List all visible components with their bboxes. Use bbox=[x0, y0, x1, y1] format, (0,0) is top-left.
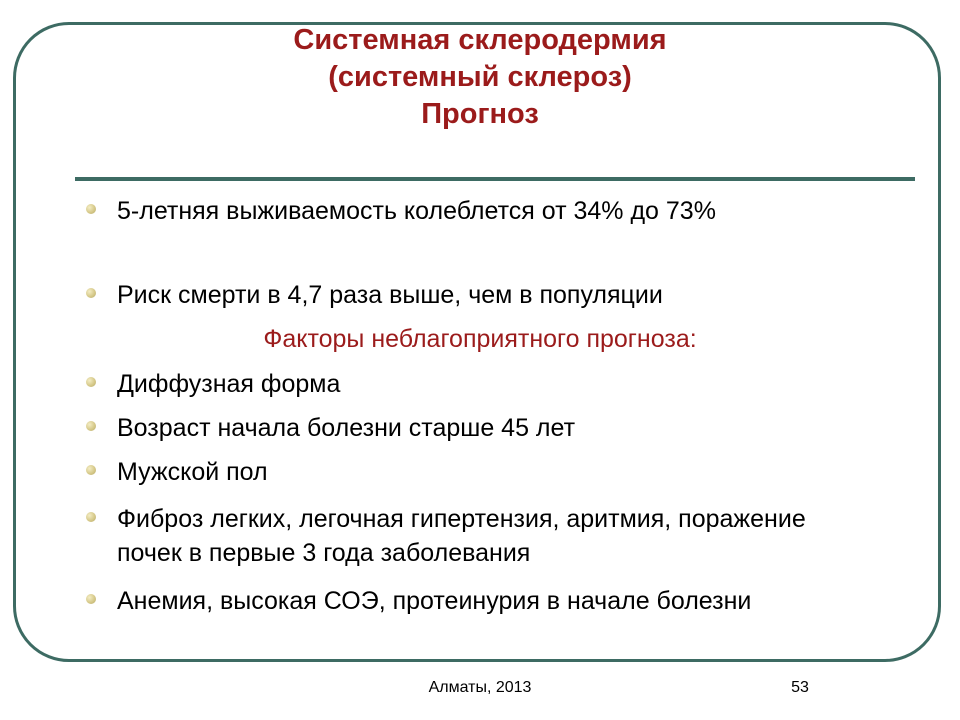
list-item-age bbox=[117, 411, 857, 445]
list-item-fibrosis bbox=[117, 502, 862, 570]
list-item-male bbox=[117, 455, 857, 489]
list-item-text: Анемия, высокая СОЭ, протеинурия в начале болезни bbox=[117, 587, 752, 615]
list-item-anemia bbox=[117, 584, 817, 618]
list-item-text: Фиброз легких, легочная гипертензия, аритмия, поражение почек в первые 3 года заболевания bbox=[117, 505, 806, 567]
footer-location: Алматы, 2013 bbox=[428, 679, 532, 696]
bullet-icon bbox=[86, 204, 96, 214]
list-item-text: 5-летняя выживаемость колеблется от 34% до 73% bbox=[117, 197, 716, 225]
list-item-diffuse bbox=[117, 367, 857, 401]
factors-subheading: Факторы неблагоприятного прогноза: bbox=[263, 325, 697, 353]
bullet-icon bbox=[86, 465, 96, 475]
bullet-icon bbox=[86, 421, 96, 431]
bullet-icon bbox=[86, 377, 96, 387]
title-line-3: Прогноз bbox=[421, 98, 539, 130]
bullet-icon bbox=[86, 288, 96, 298]
list-item-text: Мужской пол bbox=[117, 458, 268, 486]
list-item-text: Риск смерти в 4,7 раза выше, чем в популяции bbox=[117, 281, 663, 309]
bullet-icon bbox=[86, 594, 96, 604]
page-number: 53 bbox=[791, 679, 809, 696]
list-item-death-risk bbox=[117, 278, 857, 312]
list-item-text: Диффузная форма bbox=[117, 370, 341, 398]
list-item-text: Возраст начала болезни старше 45 лет bbox=[117, 414, 576, 442]
bullet-icon bbox=[86, 512, 96, 522]
title-line-2: (системный склероз) bbox=[328, 61, 632, 93]
list-item-survival bbox=[117, 194, 857, 228]
title-line-1: Системная склеродермия bbox=[293, 24, 667, 56]
